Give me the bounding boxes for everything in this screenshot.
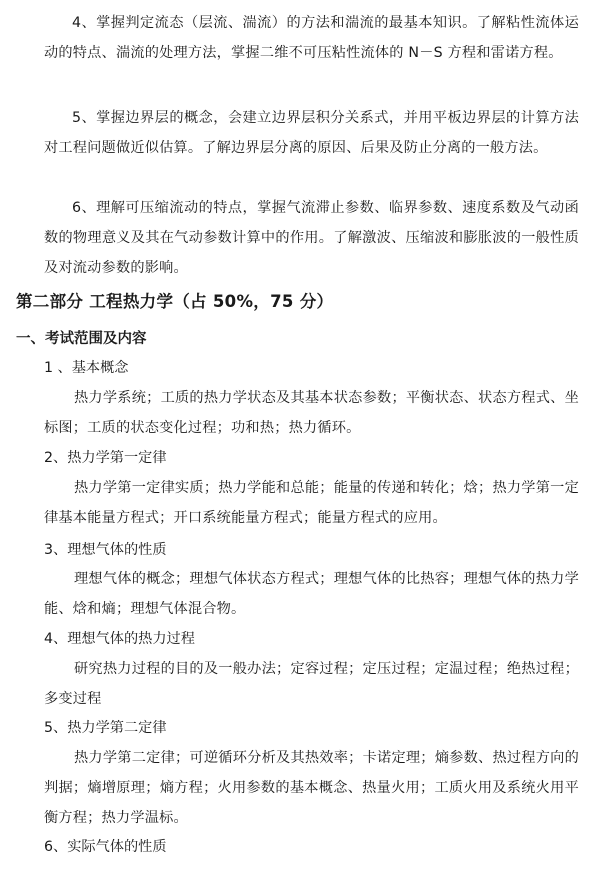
part-two-title: 第二部分 工程热力学（占 50%，75 分） (16, 292, 334, 311)
item-5-body: 热力学第二定律；可逆循环分析及其热效率；卡诺定理；熵参数、热过程方向的判据；熵增原理；熵方程；火用参数的基本概念、热量火用；工质火用及系统火用平衡方程；热力学温标。 (44, 750, 579, 826)
paragraph-item-6: 6、理解可压缩流动的特点，掌握气流滞止参数、临界参数、速度系数及气动函数的物理意义及其在气动参数计算中的作用。了解激波、压缩波和膨胀波的一般性质及对流动参数的影响。 (44, 200, 579, 276)
item-2-heading: 2、热力学第一定律 (44, 450, 167, 466)
item-3-heading: 3、理想气体的性质 (44, 542, 167, 558)
item-4-body: 研究热力过程的目的及一般办法；定容过程；定压过程；定温过程；绝热过程；多变过程 (44, 661, 579, 707)
item-2-body: 热力学第一定律实质；热力学能和总能；能量的传递和转化；焓；热力学第一定律基本能量方程式；开口系统能量方程式；能量方程式的应用。 (44, 480, 579, 526)
paragraph-item-4: 4、掌握判定流态（层流、湍流）的方法和湍流的最基本知识。了解粘性流体运动的特点、湍流的处理方法，掌握二维不可压粘性流体的 N－S 方程和雷诺方程。 (44, 15, 579, 61)
item-6-heading: 6、实际气体的性质 (44, 839, 167, 855)
item-4-heading: 4、理想气体的热力过程 (44, 631, 195, 647)
section-one-title: 一、考试范围及内容 (16, 331, 147, 347)
item-1-body: 热力学系统；工质的热力学状态及其基本状态参数；平衡状态、状态方程式、坐标图；工质的状态变化过程；功和热；热力循环。 (44, 390, 579, 436)
paragraph-item-5: 5、掌握边界层的概念，会建立边界层积分关系式，并用平板边界层的计算方法对工程问题做近似估算。了解边界层分离的原因、后果及防止分离的一般方法。 (44, 110, 579, 156)
item-3-body: 理想气体的概念；理想气体状态方程式；理想气体的比热容；理想气体的热力学能、焓和熵；理想气体混合物。 (44, 571, 579, 617)
item-1-heading: 1 、基本概念 (44, 360, 129, 376)
item-5-heading: 5、热力学第二定律 (44, 720, 167, 736)
